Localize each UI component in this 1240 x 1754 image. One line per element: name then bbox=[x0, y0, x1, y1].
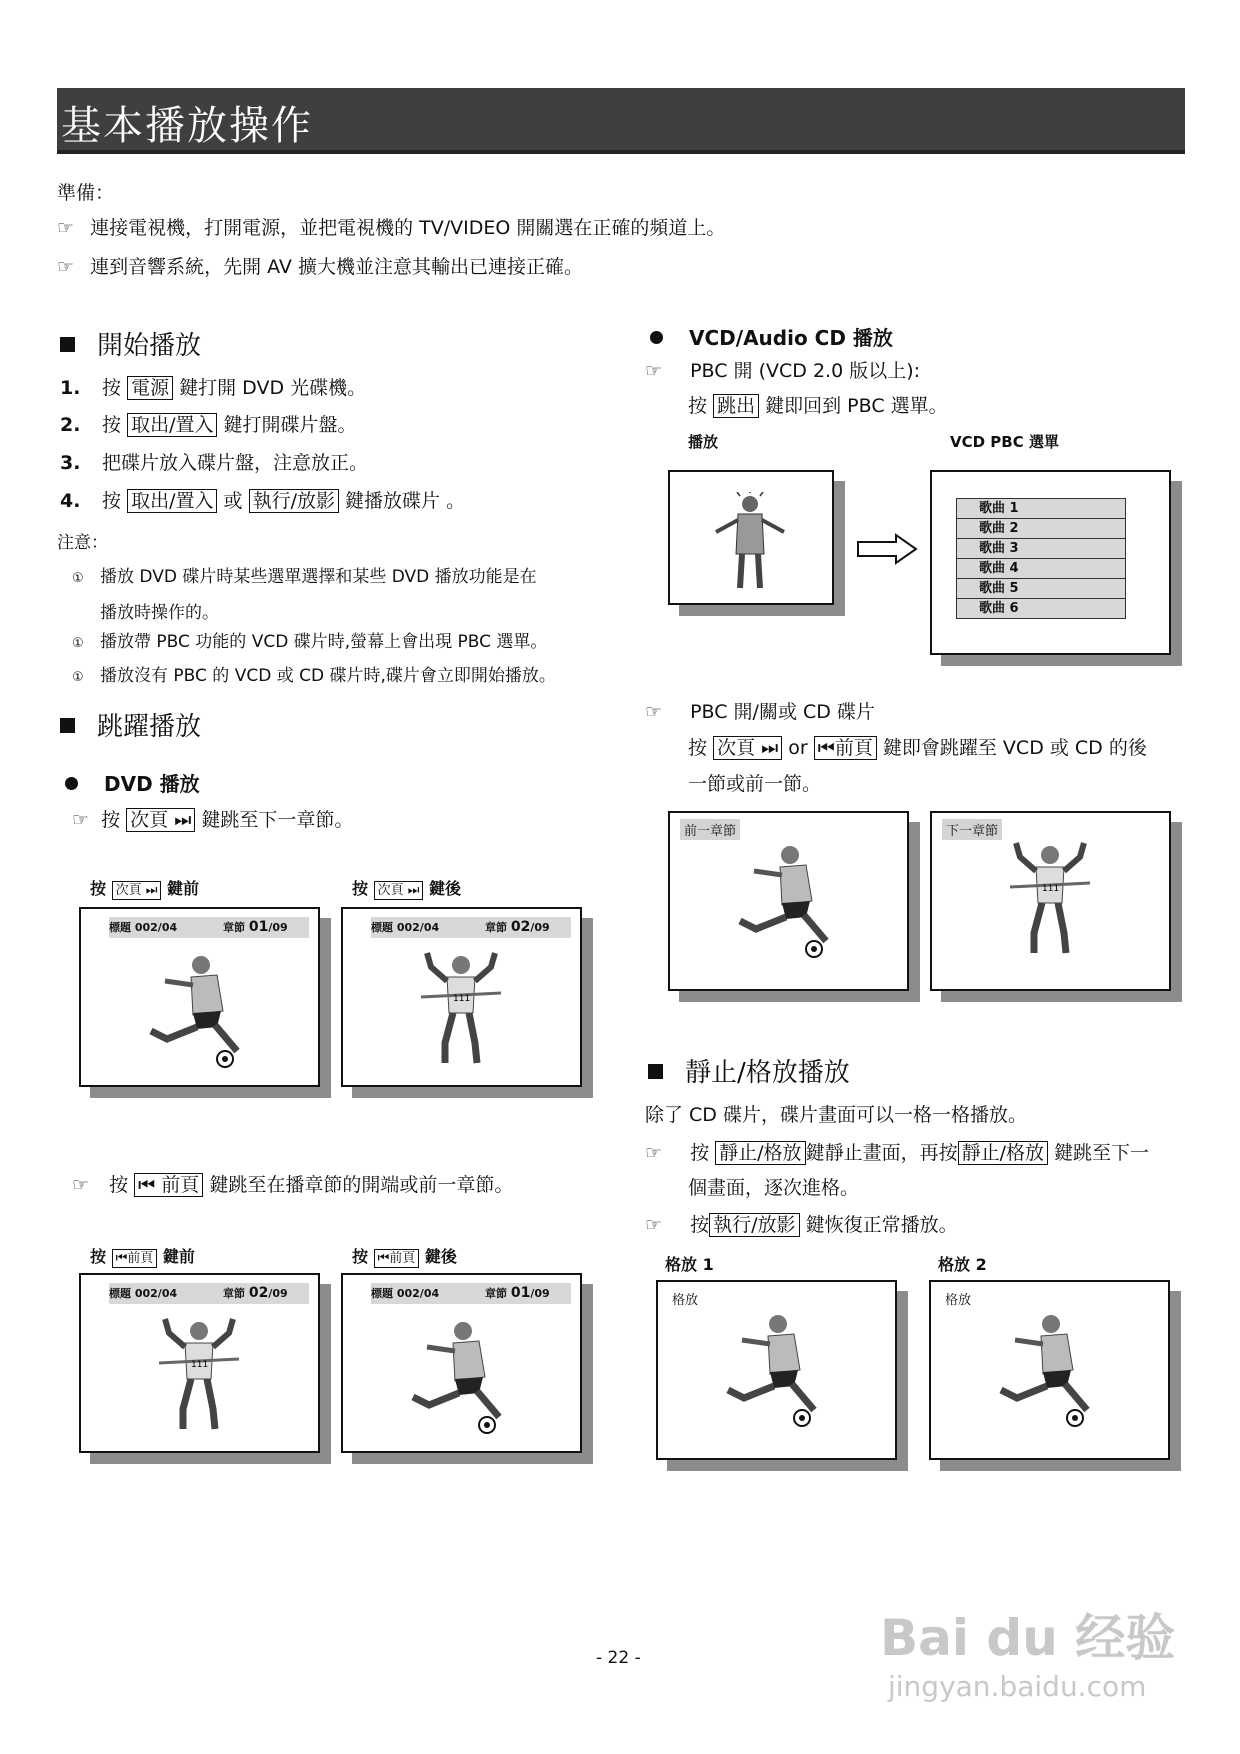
square-bullet-icon bbox=[648, 1064, 663, 1079]
tv-screen bbox=[341, 907, 582, 1087]
caption-frame-2: 格放 2 bbox=[938, 1255, 987, 1274]
osd-bar: 標題 002/04 章節 02/09 bbox=[371, 917, 571, 938]
key-prev: ⏮ 前頁 bbox=[134, 1173, 203, 1197]
pointing-hand-icon: ☞ bbox=[645, 1214, 663, 1236]
pointing-hand-icon: ☞ bbox=[57, 217, 75, 239]
prep-item bbox=[57, 213, 725, 240]
key-next: 次頁 ⏭ bbox=[126, 808, 195, 832]
round-bullet-icon bbox=[65, 777, 78, 790]
subheading-vcd: VCD/Audio CD 播放 bbox=[650, 322, 893, 351]
soccer-player-image bbox=[728, 841, 848, 961]
pbc-return-line: 按 跳出 鍵即回到 PBC 選單。 bbox=[688, 395, 948, 417]
key-next: 次頁 ⏭ bbox=[713, 736, 782, 760]
still-line-2-cont: 個畫面，逐次進格。 bbox=[688, 1177, 860, 1199]
pointing-hand-icon: ☞ bbox=[645, 701, 663, 723]
soccer-player-image bbox=[401, 1317, 521, 1437]
tv-screen bbox=[930, 811, 1171, 991]
menu-item: 歌曲 2 bbox=[957, 518, 1125, 538]
subheading-dvd: DVD 播放 bbox=[65, 768, 200, 797]
svg-text:111: 111 bbox=[1042, 884, 1060, 894]
step-2: 2. 按 取出/置入 鍵打開碟片盤。 bbox=[60, 414, 357, 436]
page-title-bar bbox=[57, 88, 1185, 154]
soccer-player-image bbox=[716, 1310, 836, 1430]
prep-item-text: 連接電視機，打開電源，並把電視機的 TV/VIDEO 開關選在正確的頻道上。 bbox=[90, 217, 726, 239]
runner-image bbox=[139, 1317, 259, 1437]
key-eject: 取出/置入 bbox=[127, 413, 217, 437]
page-title: 基本播放操作 bbox=[61, 103, 313, 149]
pointing-hand-icon: ☞ bbox=[72, 1174, 90, 1196]
screen-label: 格放 bbox=[945, 1293, 972, 1308]
page-number: - 22 - bbox=[596, 1648, 641, 1668]
dvd-prev-line: ☞ 按 ⏮ 前頁 鍵跳至在播章節的開端或前一章節。 bbox=[72, 1174, 514, 1196]
caption-after-next: 按 次頁 ⏭ 鍵後 bbox=[352, 879, 462, 898]
tv-screen bbox=[341, 1273, 582, 1453]
tv-screen bbox=[656, 1280, 897, 1460]
step-3: 3. 把碟片放入碟片盤，注意放正。 bbox=[60, 452, 369, 474]
pointing-hand-icon: ☞ bbox=[645, 1142, 663, 1164]
screen-label: 前一章節 bbox=[680, 819, 740, 840]
section-heading-start: 開始播放 bbox=[60, 325, 201, 362]
key-play: 執行/放影 bbox=[249, 489, 339, 513]
screen-label: 下一章節 bbox=[942, 819, 1002, 840]
step-1: 1. 按 電源 鍵打開 DVD 光碟機。 bbox=[60, 377, 367, 399]
osd-bar: 標題 002/04 章節 01/09 bbox=[109, 917, 309, 938]
osd-bar: 標題 002/04 章節 02/09 bbox=[109, 1283, 309, 1304]
prep-heading: 準備： bbox=[57, 182, 115, 204]
tv-screen bbox=[668, 470, 834, 605]
square-bullet-icon bbox=[60, 337, 75, 352]
prep-item bbox=[57, 252, 583, 279]
caption-before-next: 按 次頁 ⏭ 鍵前 bbox=[90, 879, 200, 898]
still-line-3: ☞ 按 執行/放影 鍵恢復正常播放。 bbox=[645, 1214, 958, 1236]
caption-pbc-menu: VCD PBC 選單 bbox=[950, 433, 1059, 451]
tv-screen bbox=[79, 907, 320, 1087]
soccer-player-image bbox=[989, 1310, 1109, 1430]
pbc-menu bbox=[956, 498, 1126, 619]
menu-item: 歌曲 4 bbox=[957, 558, 1125, 578]
key-prev: ⏮前頁 bbox=[814, 736, 877, 760]
step-4: 4. 按 取出/置入 或 執行/放影 鍵播放碟片 。 bbox=[60, 490, 466, 512]
soccer-player-image bbox=[139, 951, 259, 1071]
notes-heading: 注意： bbox=[57, 533, 108, 553]
still-line-2: ☞ 按 靜止/格放 鍵靜止畫面，再按 靜止/格放 鍵跳至下一 bbox=[645, 1142, 1150, 1164]
prep-item-text: 連到音響系統，先開 AV 擴大機並注意其輸出已連接正確。 bbox=[90, 256, 583, 278]
watermark-url: jingyan.baidu.com bbox=[888, 1670, 1147, 1703]
runner-image bbox=[401, 951, 521, 1071]
key-power: 電源 bbox=[127, 376, 173, 400]
right-arrow-icon bbox=[856, 533, 920, 565]
svg-text:111: 111 bbox=[191, 1360, 209, 1370]
watermark-brand: Bai du 经验 bbox=[880, 1609, 1176, 1667]
runner-image bbox=[990, 841, 1110, 961]
round-bullet-icon bbox=[650, 331, 663, 344]
note-item: ① 播放帶 PBC 功能的 VCD 碟片時,螢幕上會出現 PBC 選單。 bbox=[72, 632, 548, 652]
key-play: 執行/放影 bbox=[709, 1213, 799, 1237]
tv-screen bbox=[668, 811, 909, 991]
note-item: ① 播放 DVD 碟片時某些選單選擇和某些 DVD 播放功能是在 播放時操作的。 bbox=[72, 567, 537, 623]
tv-screen-pbc-menu bbox=[930, 470, 1171, 655]
pointing-hand-icon: ☞ bbox=[645, 360, 663, 382]
note-item: ① 播放沒有 PBC 的 VCD 或 CD 碟片時,碟片會立即開始播放。 bbox=[72, 666, 556, 686]
key-still: 靜止/格放 bbox=[958, 1141, 1048, 1165]
section-heading-skip: 跳躍播放 bbox=[60, 706, 201, 743]
pbc-skip-line: 按 次頁 ⏭ or ⏮前頁 鍵即會跳躍至 VCD 或 CD 的後 bbox=[688, 737, 1147, 759]
caption-before-prev: 按 ⏮前頁 鍵前 bbox=[90, 1247, 195, 1266]
still-line-1: 除了 CD 碟片，碟片畫面可以一格一格播放。 bbox=[645, 1104, 1027, 1126]
section-heading-still: 靜止/格放播放 bbox=[648, 1052, 850, 1089]
tv-screen bbox=[929, 1280, 1170, 1460]
pointing-hand-icon: ☞ bbox=[57, 256, 75, 278]
svg-text:111: 111 bbox=[453, 994, 471, 1004]
tv-screen bbox=[79, 1273, 320, 1453]
menu-item: 歌曲 6 bbox=[957, 598, 1125, 618]
square-bullet-icon bbox=[60, 718, 75, 733]
pbc-onoff-line: ☞ PBC 開/關或 CD 碟片 bbox=[645, 701, 875, 723]
caption-after-prev: 按 ⏮前頁 鍵後 bbox=[352, 1247, 457, 1266]
pbc-skip-line-cont: 一節或前一節。 bbox=[688, 773, 822, 795]
key-eject: 取出/置入 bbox=[127, 489, 217, 513]
presenter-image bbox=[710, 492, 790, 592]
key-return: 跳出 bbox=[713, 394, 759, 418]
key-still: 靜止/格放 bbox=[715, 1141, 805, 1165]
caption-frame-1: 格放 1 bbox=[665, 1255, 714, 1274]
menu-item: 歌曲 3 bbox=[957, 538, 1125, 558]
osd-bar: 標題 002/04 章節 01/09 bbox=[371, 1283, 571, 1304]
pbc-on-line: ☞ PBC 開 (VCD 2.0 版以上): bbox=[645, 360, 921, 382]
menu-item: 歌曲 5 bbox=[957, 578, 1125, 598]
screen-label: 格放 bbox=[672, 1293, 699, 1308]
caption-play: 播放 bbox=[688, 433, 719, 451]
menu-item: 歌曲 1 bbox=[957, 499, 1125, 518]
pointing-hand-icon: ☞ bbox=[72, 809, 90, 831]
dvd-next-line: ☞ 按 次頁 ⏭ 鍵跳至下一章節。 bbox=[72, 809, 354, 831]
